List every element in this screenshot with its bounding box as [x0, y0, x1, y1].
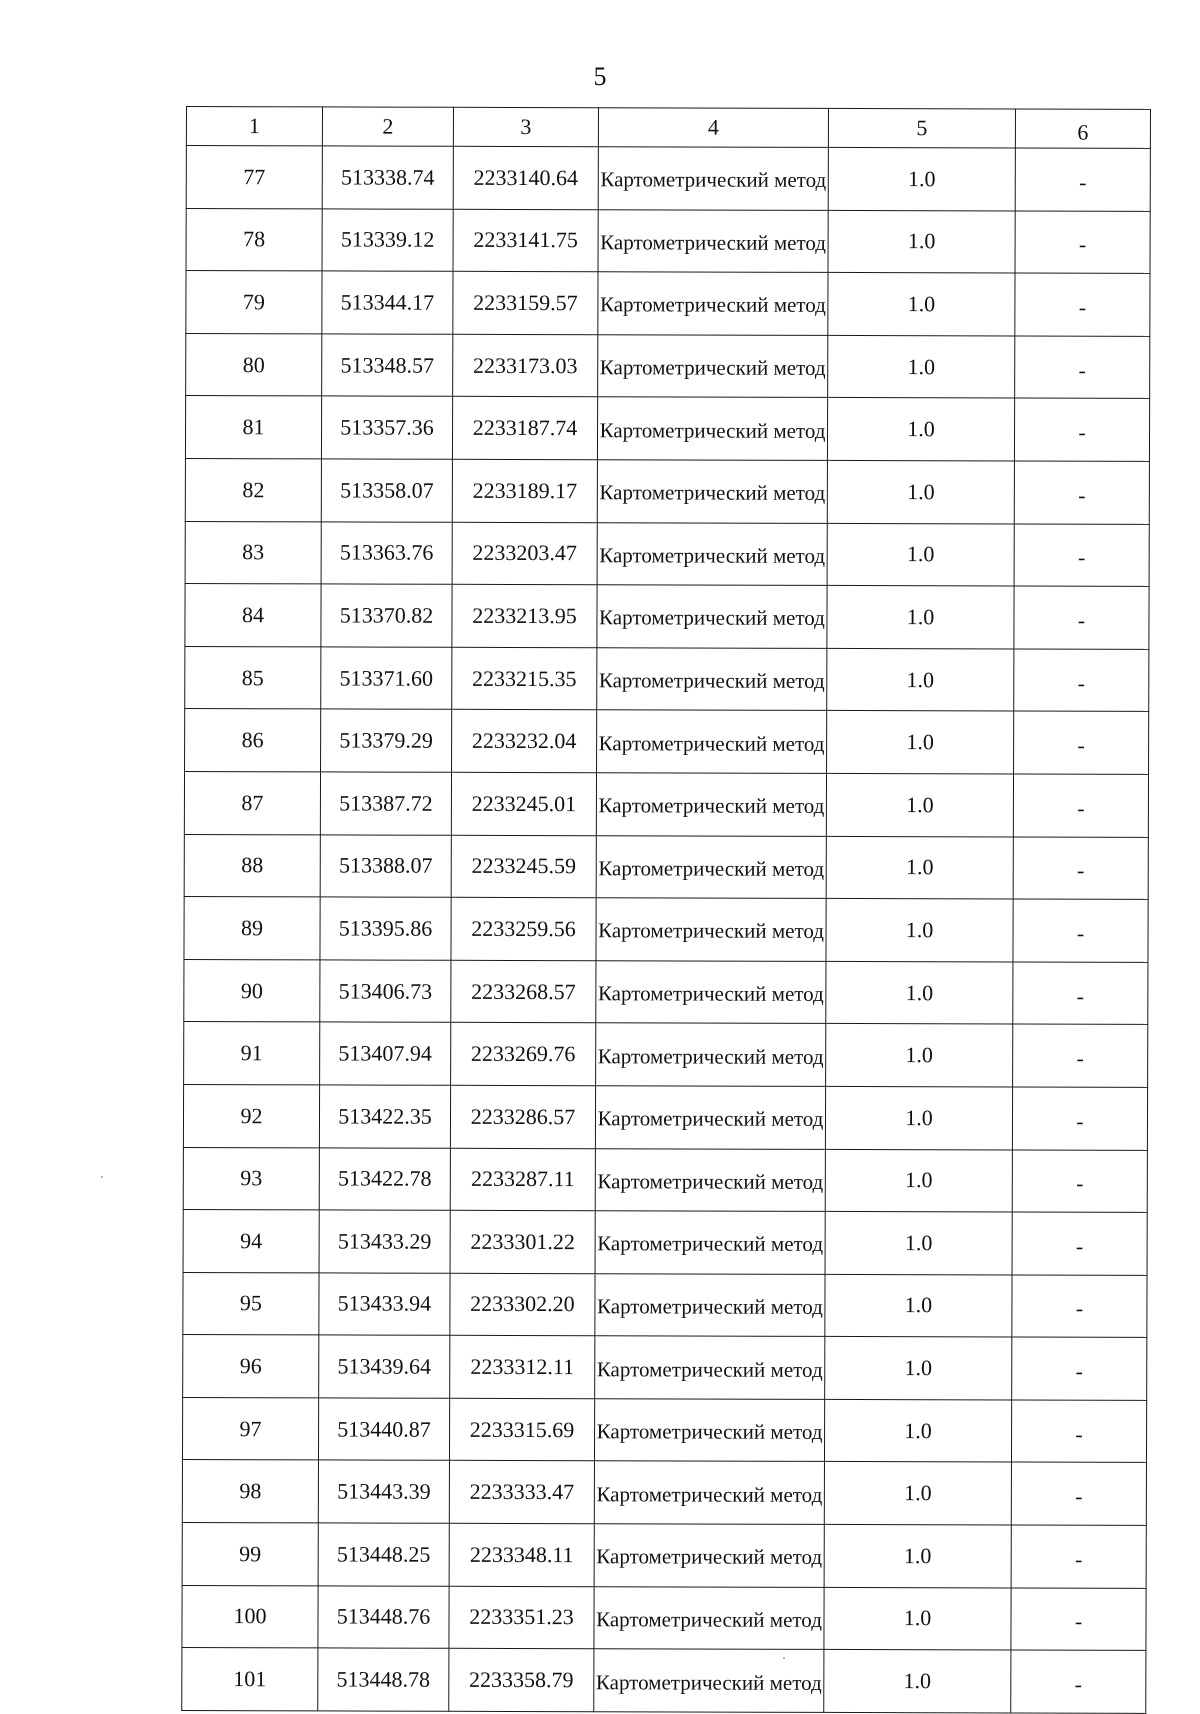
- method-cell: Картометрический метод: [594, 1586, 824, 1649]
- y-coordinate-cell: 2233259.56: [451, 897, 596, 960]
- note-cell: -: [1014, 586, 1149, 649]
- y-coordinate-cell: 2233287.11: [450, 1148, 595, 1211]
- point-number-cell: 77: [186, 146, 322, 209]
- table-row: [185, 584, 1149, 649]
- column-header: 3: [453, 107, 598, 146]
- table-row: [184, 897, 1148, 962]
- point-number-cell: 87: [184, 771, 320, 834]
- y-coordinate-cell: 2233215.35: [452, 647, 597, 710]
- column-header: 4: [598, 108, 828, 148]
- x-coordinate-cell: 513371.60: [321, 647, 452, 710]
- method-cell: Картометрический метод: [598, 147, 828, 210]
- y-coordinate-cell: 2233333.47: [449, 1461, 594, 1524]
- accuracy-cell: 1.0: [825, 1086, 1012, 1149]
- note-cell: -: [1011, 1525, 1146, 1588]
- method-cell: Картометрический метод: [596, 960, 826, 1023]
- column-header: 2: [322, 107, 453, 146]
- x-coordinate-cell: 513370.82: [321, 584, 452, 647]
- x-coordinate-cell: 513407.94: [320, 1022, 451, 1085]
- x-coordinate-cell: 513387.72: [320, 772, 451, 835]
- accuracy-cell: 1.0: [827, 398, 1014, 461]
- note-cell: -: [1013, 899, 1148, 962]
- scan-speck: [101, 1176, 103, 1178]
- table-row: [183, 1335, 1147, 1400]
- coordinates-table: [181, 106, 1151, 1714]
- y-coordinate-cell: 2233245.59: [451, 835, 596, 898]
- table-row: [186, 271, 1150, 336]
- y-coordinate-cell: 2233301.22: [450, 1210, 595, 1273]
- note-cell: -: [1014, 524, 1149, 587]
- note-cell: -: [1015, 148, 1150, 211]
- x-coordinate-cell: 513388.07: [320, 834, 451, 897]
- method-cell: Картометрический метод: [596, 1023, 826, 1086]
- accuracy-cell: 1.0: [826, 961, 1013, 1024]
- table-row: [182, 1460, 1146, 1525]
- x-coordinate-cell: 513357.36: [321, 396, 452, 459]
- method-cell: Картометрический метод: [598, 335, 828, 398]
- y-coordinate-cell: 2233312.11: [450, 1336, 595, 1399]
- table-row: [186, 146, 1150, 211]
- accuracy-cell: 1.0: [827, 586, 1014, 649]
- accuracy-cell: 1.0: [824, 1399, 1011, 1462]
- note-cell: -: [1013, 836, 1148, 899]
- note-cell: -: [1011, 1650, 1146, 1713]
- accuracy-cell: 1.0: [826, 836, 1013, 899]
- x-coordinate-cell: 513406.73: [320, 960, 451, 1023]
- x-coordinate-cell: 513344.17: [322, 271, 453, 334]
- accuracy-cell: 1.0: [824, 1650, 1011, 1713]
- x-coordinate-cell: 513433.29: [319, 1210, 450, 1273]
- y-coordinate-cell: 2233189.17: [452, 459, 597, 522]
- table-row: [182, 1585, 1146, 1650]
- table-header-row: [186, 107, 1150, 149]
- y-coordinate-cell: 2233213.95: [452, 584, 597, 647]
- note-cell: -: [1014, 461, 1149, 524]
- table-row: [185, 521, 1149, 586]
- x-coordinate-cell: 513448.76: [318, 1586, 449, 1649]
- note-cell: -: [1011, 1462, 1146, 1525]
- point-number-cell: 93: [183, 1147, 319, 1210]
- column-header: 1: [186, 107, 322, 146]
- table-row: [183, 1084, 1147, 1149]
- x-coordinate-cell: 513448.78: [318, 1648, 449, 1711]
- point-number-cell: 100: [182, 1585, 318, 1648]
- method-cell: Картометрический метод: [596, 773, 826, 836]
- table-row: [182, 1523, 1146, 1588]
- x-coordinate-cell: 513422.78: [319, 1147, 450, 1210]
- method-cell: Картометрический метод: [597, 647, 827, 710]
- note-cell: -: [1014, 711, 1149, 774]
- method-cell: Картометрический метод: [594, 1524, 824, 1587]
- table-row: [183, 1210, 1147, 1275]
- table-row: [184, 834, 1148, 899]
- y-coordinate-cell: 2233187.74: [452, 397, 597, 460]
- point-number-cell: 84: [185, 584, 321, 647]
- method-cell: Картометрический метод: [597, 460, 827, 523]
- x-coordinate-cell: 513358.07: [321, 459, 452, 522]
- y-coordinate-cell: 2233315.69: [449, 1398, 594, 1461]
- column-header: 5: [828, 108, 1015, 148]
- accuracy-cell: 1.0: [826, 773, 1013, 836]
- x-coordinate-cell: 513440.87: [318, 1398, 449, 1461]
- note-cell: -: [1013, 1024, 1148, 1087]
- accuracy-cell: 1.0: [825, 1337, 1012, 1400]
- table-row: [185, 458, 1149, 523]
- accuracy-cell: 1.0: [825, 1211, 1012, 1274]
- accuracy-cell: 1.0: [825, 1274, 1012, 1337]
- method-cell: Картометрический метод: [594, 1399, 824, 1462]
- accuracy-cell: 1.0: [828, 147, 1015, 210]
- method-cell: Картометрический метод: [598, 272, 828, 335]
- method-cell: Картометрический метод: [596, 835, 826, 898]
- y-coordinate-cell: 2233232.04: [452, 710, 597, 773]
- note-cell: -: [1014, 649, 1149, 712]
- x-coordinate-cell: 513443.39: [318, 1460, 449, 1523]
- page-number: 5: [593, 62, 607, 91]
- method-cell: Картометрический метод: [594, 1461, 824, 1524]
- x-coordinate-cell: 513379.29: [321, 709, 452, 772]
- method-cell: Картометрический метод: [597, 522, 827, 585]
- table-row: [184, 771, 1148, 836]
- table-row: [184, 1022, 1148, 1087]
- method-cell: Картометрический метод: [597, 710, 827, 773]
- x-coordinate-cell: 513422.35: [319, 1085, 450, 1148]
- table-body: [182, 107, 1151, 1714]
- point-number-cell: 88: [184, 834, 320, 897]
- point-number-cell: 97: [182, 1397, 318, 1460]
- y-coordinate-cell: 2233140.64: [453, 146, 598, 209]
- point-number-cell: 94: [183, 1210, 319, 1273]
- x-coordinate-cell: 513363.76: [321, 521, 452, 584]
- scan-speck: [783, 1657, 785, 1659]
- y-coordinate-cell: 2233302.20: [450, 1273, 595, 1336]
- accuracy-cell: 1.0: [827, 711, 1014, 774]
- method-cell: Картометрический метод: [598, 209, 828, 272]
- x-coordinate-cell: 513348.57: [322, 334, 453, 397]
- note-cell: -: [1015, 336, 1150, 399]
- point-number-cell: 99: [182, 1523, 318, 1586]
- column-header: 6: [1015, 109, 1150, 148]
- table-row: [185, 646, 1149, 711]
- point-number-cell: 81: [185, 396, 321, 459]
- table-row: [182, 1397, 1146, 1462]
- note-cell: -: [1012, 1212, 1147, 1275]
- y-coordinate-cell: 2233141.75: [453, 209, 598, 272]
- point-number-cell: 86: [185, 709, 321, 772]
- y-coordinate-cell: 2233159.57: [453, 271, 598, 334]
- y-coordinate-cell: 2233245.01: [451, 772, 596, 835]
- note-cell: -: [1012, 1275, 1147, 1338]
- accuracy-cell: 1.0: [824, 1587, 1011, 1650]
- x-coordinate-cell: 513338.74: [322, 146, 453, 209]
- method-cell: Картометрический метод: [595, 1086, 825, 1149]
- y-coordinate-cell: 2233203.47: [452, 522, 597, 585]
- point-number-cell: 78: [186, 208, 322, 271]
- note-cell: -: [1012, 1337, 1147, 1400]
- note-cell: -: [1012, 1149, 1147, 1212]
- method-cell: Картометрический метод: [595, 1273, 825, 1336]
- y-coordinate-cell: 2233286.57: [450, 1085, 595, 1148]
- accuracy-cell: 1.0: [827, 523, 1014, 586]
- accuracy-cell: 1.0: [828, 335, 1015, 398]
- accuracy-cell: 1.0: [826, 1024, 1013, 1087]
- accuracy-cell: 1.0: [826, 899, 1013, 962]
- note-cell: -: [1011, 1400, 1146, 1463]
- point-number-cell: 95: [183, 1272, 319, 1335]
- point-number-cell: 92: [183, 1084, 319, 1147]
- x-coordinate-cell: 513433.94: [319, 1273, 450, 1336]
- table-row: [186, 333, 1150, 398]
- y-coordinate-cell: 2233268.57: [451, 960, 596, 1023]
- y-coordinate-cell: 2233173.03: [453, 334, 598, 397]
- accuracy-cell: 1.0: [828, 273, 1015, 336]
- table-row: [185, 709, 1149, 774]
- x-coordinate-cell: 513439.64: [319, 1335, 450, 1398]
- table-row: [184, 959, 1148, 1024]
- table-row: [183, 1272, 1147, 1337]
- table-row: [186, 208, 1150, 273]
- point-number-cell: 96: [183, 1335, 319, 1398]
- y-coordinate-cell: 2233351.23: [449, 1586, 594, 1649]
- point-number-cell: 85: [185, 646, 321, 709]
- y-coordinate-cell: 2233348.11: [449, 1523, 594, 1586]
- method-cell: Картометрический метод: [597, 397, 827, 460]
- x-coordinate-cell: 513395.86: [320, 897, 451, 960]
- x-coordinate-cell: 513448.25: [318, 1523, 449, 1586]
- accuracy-cell: 1.0: [824, 1524, 1011, 1587]
- accuracy-cell: 1.0: [827, 460, 1014, 523]
- note-cell: -: [1014, 398, 1149, 461]
- point-number-cell: 82: [185, 458, 321, 521]
- point-number-cell: 91: [184, 1022, 320, 1085]
- method-cell: Картометрический метод: [595, 1148, 825, 1211]
- y-coordinate-cell: 2233269.76: [451, 1023, 596, 1086]
- table-row: [182, 1648, 1146, 1713]
- accuracy-cell: 1.0: [824, 1462, 1011, 1525]
- accuracy-cell: 1.0: [825, 1149, 1012, 1212]
- note-cell: -: [1012, 1087, 1147, 1150]
- method-cell: Картометрический метод: [595, 1336, 825, 1399]
- point-number-cell: 98: [182, 1460, 318, 1523]
- point-number-cell: 80: [186, 333, 322, 396]
- point-number-cell: 101: [182, 1648, 318, 1711]
- point-number-cell: 89: [184, 897, 320, 960]
- accuracy-cell: 1.0: [828, 210, 1015, 273]
- table-row: [185, 396, 1149, 461]
- note-cell: -: [1013, 774, 1148, 837]
- method-cell: Картометрический метод: [597, 585, 827, 648]
- point-number-cell: 79: [186, 271, 322, 334]
- point-number-cell: 83: [185, 521, 321, 584]
- method-cell: Картометрический метод: [596, 898, 826, 961]
- y-coordinate-cell: 2233358.79: [449, 1649, 594, 1712]
- note-cell: -: [1015, 273, 1150, 336]
- note-cell: -: [1015, 211, 1150, 274]
- method-cell: Картометрический метод: [594, 1649, 824, 1712]
- point-number-cell: 90: [184, 959, 320, 1022]
- accuracy-cell: 1.0: [827, 648, 1014, 711]
- x-coordinate-cell: 513339.12: [322, 208, 453, 271]
- table-row: [183, 1147, 1147, 1212]
- note-cell: -: [1011, 1588, 1146, 1651]
- method-cell: Картометрический метод: [595, 1211, 825, 1274]
- note-cell: -: [1013, 962, 1148, 1025]
